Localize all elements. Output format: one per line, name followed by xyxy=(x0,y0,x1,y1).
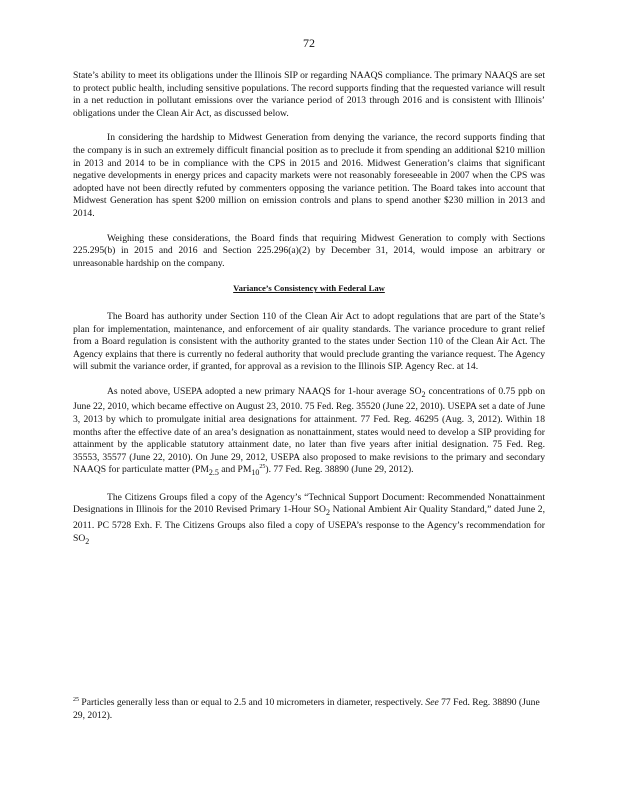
text-run: Particles generally less than or equal to 2.5 and 10 micrometers in diameter, respectively. xyxy=(79,697,426,708)
section-heading xyxy=(73,282,545,295)
text-run: 77 Fed. Reg. 38890 (June 29, 2012). xyxy=(73,697,540,721)
body-text xyxy=(73,70,545,560)
text-run: ). 77 Fed. Reg. 38890 (June 29, 2012). xyxy=(265,464,414,476)
footnote-reference: 25 xyxy=(259,464,266,471)
paragraph: Weighing these considerations, the Board finds that requiring Midwest Generation to comply with Sections 225.295(b) in 2015 and 2016 and Section 225.296(a)(2) by December 31, 2014, would impose an arbitrary or unreasonable hardship on the company. xyxy=(73,232,545,269)
subscript: 2 xyxy=(85,536,90,546)
text-run: The Citizens Groups filed a copy of the Agency’s “Technical Support Document: Recommended Nonattainment Designations in Illinois for the 2010 Revised Primary 1-Hour SO xyxy=(73,491,545,516)
text-run: and PM xyxy=(218,464,252,476)
subscript: 2 xyxy=(325,508,330,518)
paragraph: In considering the hardship to Midwest Generation from denying the variance, the record supports finding that the company is in such an extremely difficult financial position as to preclude it from spending an additional $210 million in 2013 and 2014 to be in compliance with the CPS in 2015 and 2016. Midwest Generation’s claims that significant negative developments in energy prices and capacity markets were not reasonably foreseeable in 2007 when the CPS was adopted have not been directly refuted by commenters opposing the variance petition. The Board takes into account that Midwest Generation has spent $200 million on emission controls and plans to spend another $230 million in 2013 and 2014. xyxy=(73,132,545,219)
footnote-mark: 25 xyxy=(73,696,79,703)
paragraph-naaqs xyxy=(73,386,545,480)
subscript: 2.5 xyxy=(208,468,219,478)
paragraph-citizens xyxy=(73,492,545,548)
footnote-text xyxy=(73,697,545,722)
subscript: 10 xyxy=(251,468,260,478)
paragraph: State’s ability to meet its obligations under the Illinois SIP or regarding NAAQS compliance. The primary NAAQS are set to protect public health, including sensitive populations. The record supports finding that the requested variance will result in a net reduction in pollutant emissions over the variance period of 2013 through 2016 and is consistent with Illinois’ obligations under the Clean Air Act, as discussed below. xyxy=(73,70,545,119)
text-run: As noted above, USEPA adopted a new primary NAAQS for 1-hour average SO xyxy=(107,385,422,397)
section-heading-text: Variance’s Consistency with Federal Law xyxy=(233,283,385,294)
signal-word: See xyxy=(425,697,439,708)
paragraph: The Board has authority under Section 110 of the Clean Air Act to adopt regulations that are part of the State’s plan for implementation, maintenance, and enforcement of air quality standards. The variance procedure to grant relief from a Board regulation is consistent with the authority granted to the states under Section 110 of the Clean Air Act. The Agency explains that there is currently no federal authority that would preclude granting the variance request. The Agency will submit the variance order, if granted, for approval as a revision to the Illinois SIP. Agency Rec. at 14. xyxy=(73,310,545,373)
page-number: 72 xyxy=(303,36,315,50)
text-run: concentrations of 0.75 ppb on June 22, 2010, which became effective on August 23, 2010. 75 Fed. Reg. 35520 (June 22, 2010). USEPA set a date of June 3, 2013 by which to promulgate initial area designations for attainment. 77 Fed. Reg. 46295 (Aug. 3, 2012). Within 18 months after the effective date of an area’s designation as nonattainment, states would need to develop a SIP providing for attainment by the applicable statutory attainment date, no later than five years after initial designation. 75 Fed. Reg. 35553, 35577 (June 22, 2010). On June 29, 2012, USEPA also proposed to make revisions to the primary and secondary NAAQS for particulate matter (PM xyxy=(73,385,546,476)
footnote xyxy=(73,697,545,722)
text-run: National Ambient Air Quality Standard,” dated June 2, 2011. PC 5728 Exh. F. The Citizens Groups also filed a copy of USEPA’s response to the Agency’s recommendation for SO xyxy=(73,504,545,544)
subscript: 2 xyxy=(421,389,426,399)
